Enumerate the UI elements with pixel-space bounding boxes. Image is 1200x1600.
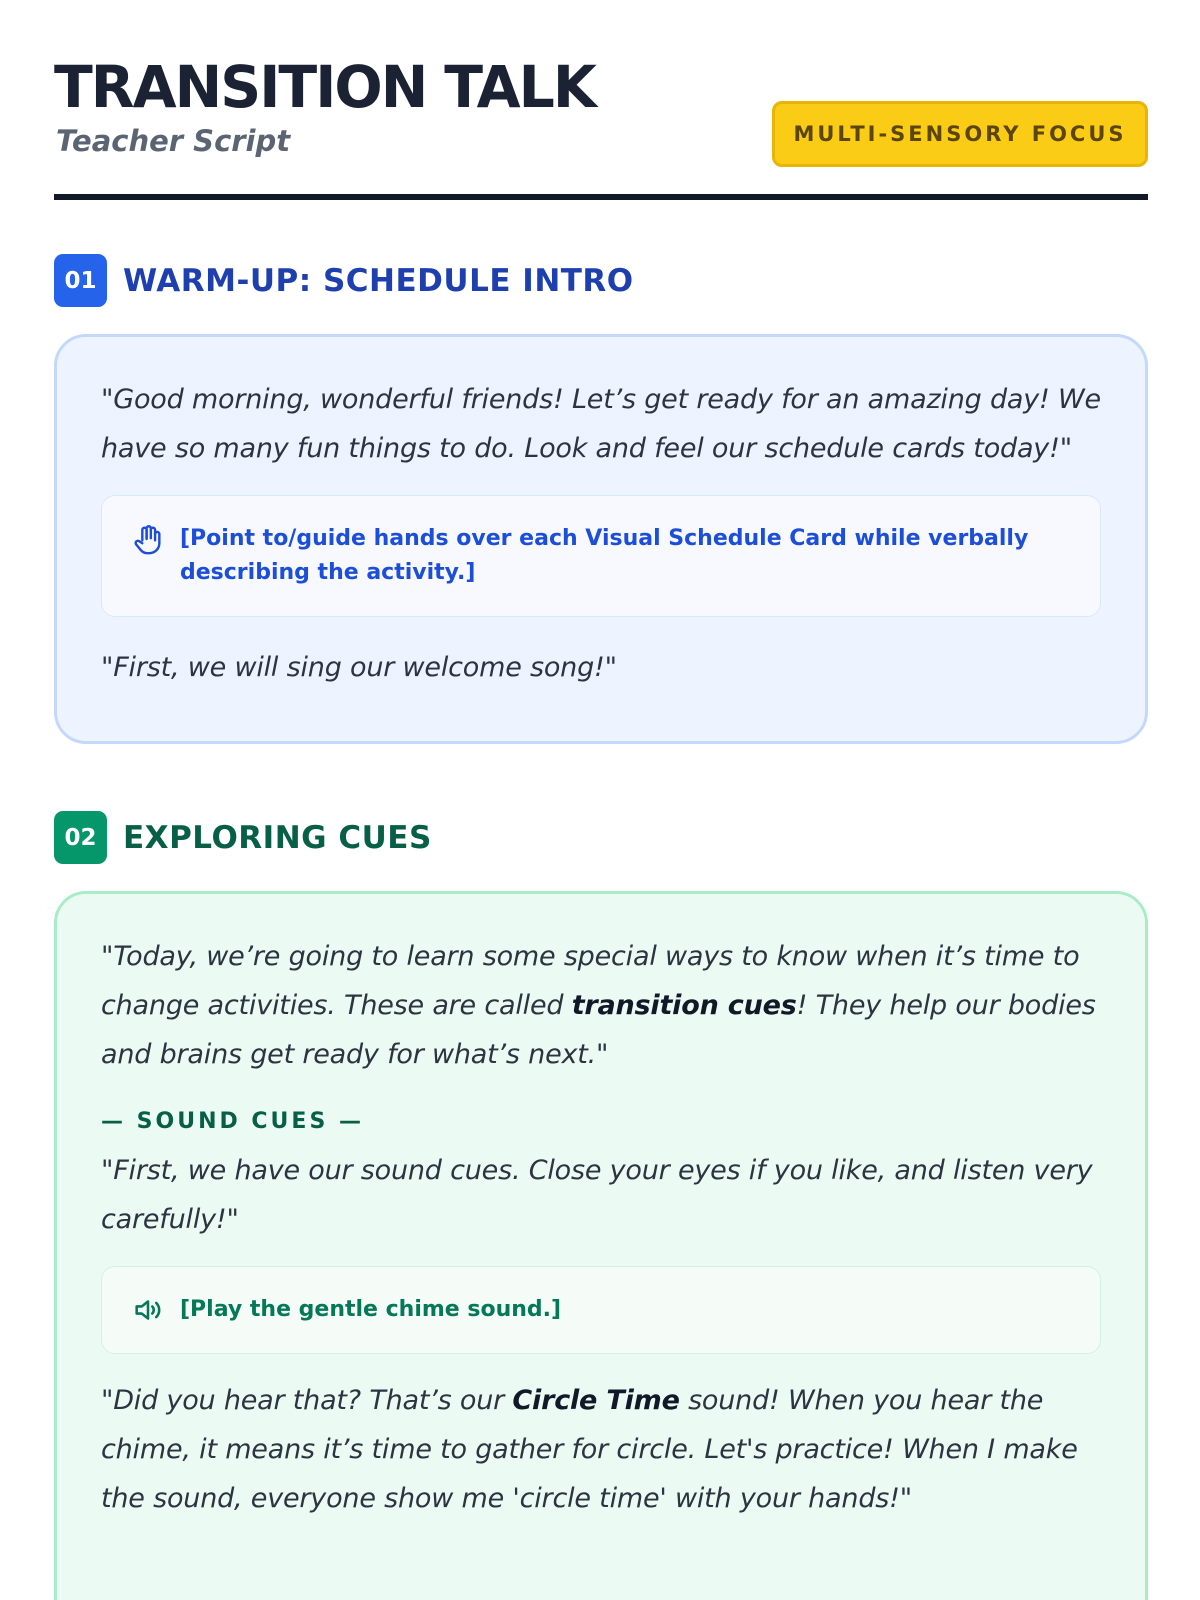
script-line	[101, 1376, 1101, 1523]
cue-text: [Play the gentle chime sound.]	[180, 1297, 562, 1322]
teacher-cue-box	[101, 495, 1101, 617]
key-term: transition cues	[571, 990, 797, 1021]
header-divider	[54, 194, 1148, 200]
script-line: "Good morning, wonderful friends! Let’s get ready for an amazing day! We have so many fun things to do. Look and feel our schedule cards today!"	[101, 384, 1101, 464]
cue-text: [Point to/guide hands over each Visual Schedule Card while verbally describing the activity.]	[180, 526, 1029, 585]
section-heading-warm-up	[54, 254, 634, 307]
focus-badge: MULTI-SENSORY FOCUS	[772, 101, 1148, 167]
script-text: "Today, we’re going to learn some special ways to know when it’s time to change activities. These are called	[101, 941, 1080, 1021]
speaker-icon	[128, 1293, 168, 1327]
page-title: TRANSITION TALK	[54, 53, 596, 121]
section-title: EXPLORING CUES	[123, 819, 432, 856]
page-subtitle: Teacher Script	[56, 124, 291, 158]
script-line: "First, we will sing our welcome song!"	[101, 652, 617, 683]
hand-icon	[128, 522, 168, 556]
exploring-cues-script-card	[54, 891, 1148, 1600]
teacher-cue-box	[101, 1266, 1101, 1354]
section-heading-exploring-cues	[54, 811, 432, 864]
subsection-label: — SOUND CUES —	[101, 1109, 364, 1134]
section-number-badge: 01	[54, 254, 107, 307]
script-text: sound! When you hear the chime, it means it’s time to gather for circle. Let's practice! When I make the sound, everyone show me 'circle time' with your hands!"	[101, 1385, 1078, 1514]
script-line: "First, we have our sound cues. Close your eyes if you like, and listen very carefully!"	[101, 1155, 1093, 1235]
script-text: "Did you hear that? That’s our	[101, 1385, 513, 1416]
warm-up-script-card	[54, 334, 1148, 744]
section-title: WARM-UP: SCHEDULE INTRO	[123, 262, 634, 299]
page-header	[54, 53, 1148, 200]
section-number-badge: 02	[54, 811, 107, 864]
script-text: ! They help our bodies and brains get ready for what’s next."	[101, 990, 1096, 1070]
script-line	[101, 932, 1101, 1079]
key-term: Circle Time	[512, 1385, 680, 1416]
